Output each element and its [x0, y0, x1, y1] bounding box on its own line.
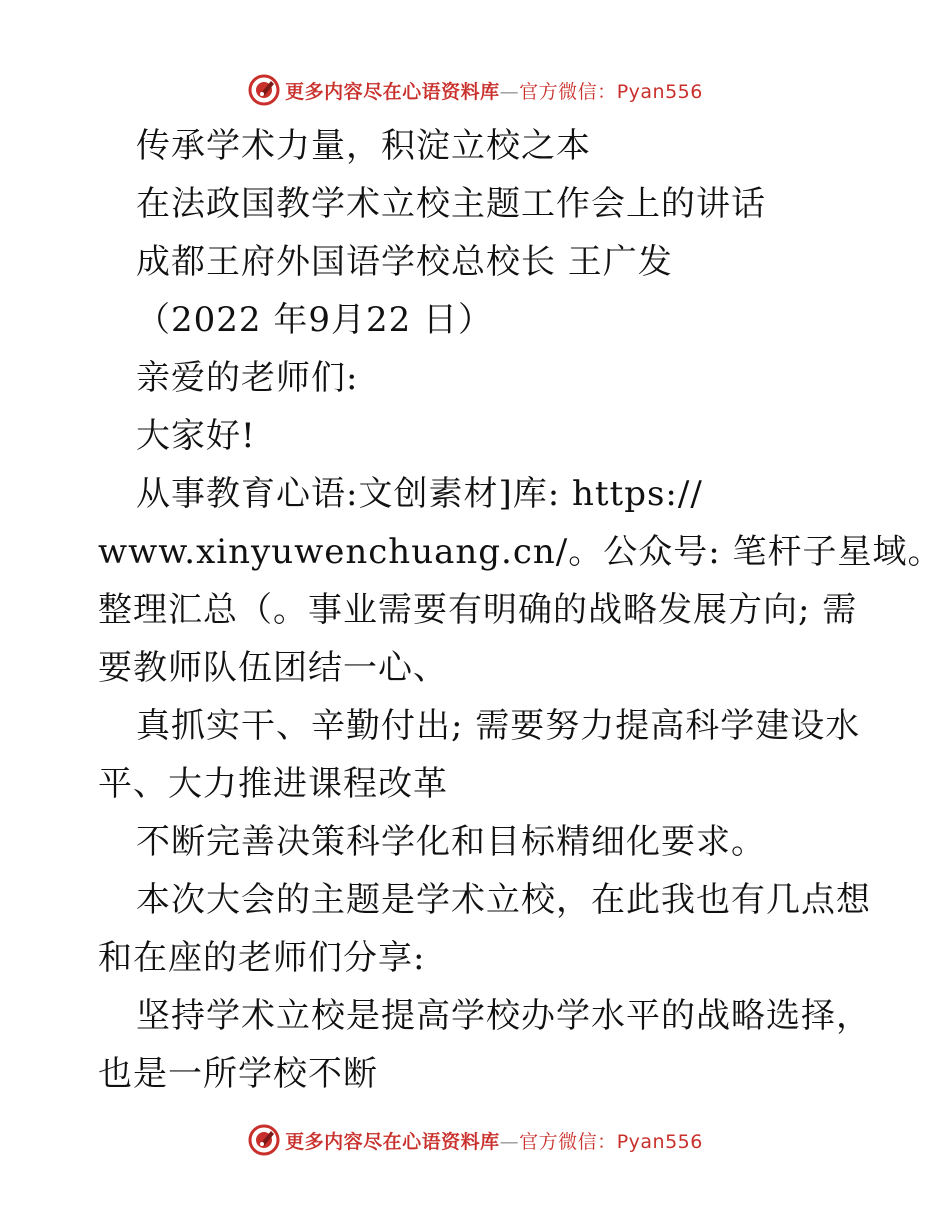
doc-paragraph-line: 也是一所学校不断 — [98, 1054, 378, 1094]
banner-text — [285, 1127, 703, 1154]
banner-wechat-id: Pyan556 — [616, 80, 703, 103]
doc-paragraph-line: 坚持学术立校是提高学校办学水平的战略选择， — [136, 996, 871, 1036]
doc-salutation: 亲爱的老师们: — [136, 358, 359, 398]
doc-paragraph-line: www.xinyuwenchuang.cn/。公众号: 笔杆子星域。 — [98, 532, 943, 572]
banner-wechat-label: 官方微信： — [519, 80, 617, 103]
footer-banner — [0, 1120, 950, 1160]
banner-wechat-label: 官方微信： — [519, 1130, 617, 1153]
header-banner — [0, 70, 950, 110]
doc-paragraph-line: 不断完善决策科学化和目标精细化要求。 — [136, 822, 766, 862]
doc-date: （2022 年9月22 日） — [136, 300, 494, 340]
banner-separator: — — [499, 80, 520, 103]
doc-title: 传承学术力量，积淀立校之本 — [136, 126, 591, 166]
banner-separator: — — [499, 1130, 520, 1153]
doc-paragraph-line: 整理汇总（。事业需要有明确的战略发展方向; 需 — [98, 590, 858, 630]
doc-paragraph-line: 和在座的老师们分享: — [98, 938, 426, 978]
doc-greeting: 大家好! — [136, 416, 256, 456]
banner-text — [285, 77, 703, 104]
banner-main-text: 更多内容尽在心语资料库 — [285, 80, 500, 103]
doc-paragraph-line: 从事教育心语:文创素材]库: https:// — [136, 474, 703, 514]
pen-logo-icon — [247, 1123, 281, 1157]
doc-paragraph-line: 真抓实干、辛勤付出; 需要努力提高科学建设水 — [136, 706, 861, 746]
doc-paragraph-line: 本次大会的主题是学术立校，在此我也有几点想 — [136, 880, 871, 920]
doc-subtitle: 在法政国教学术立校主题工作会上的讲话 — [136, 184, 766, 224]
banner-main-text: 更多内容尽在心语资料库 — [285, 1130, 500, 1153]
doc-author: 成都王府外国语学校总校长 王广发 — [136, 242, 673, 282]
banner-wechat-id: Pyan556 — [616, 1130, 703, 1153]
doc-paragraph-line: 平、大力推进课程改革 — [98, 764, 448, 804]
pen-logo-icon — [247, 73, 281, 107]
doc-paragraph-line: 要教师队伍团结一心、 — [98, 648, 448, 688]
document-body — [98, 117, 943, 1103]
